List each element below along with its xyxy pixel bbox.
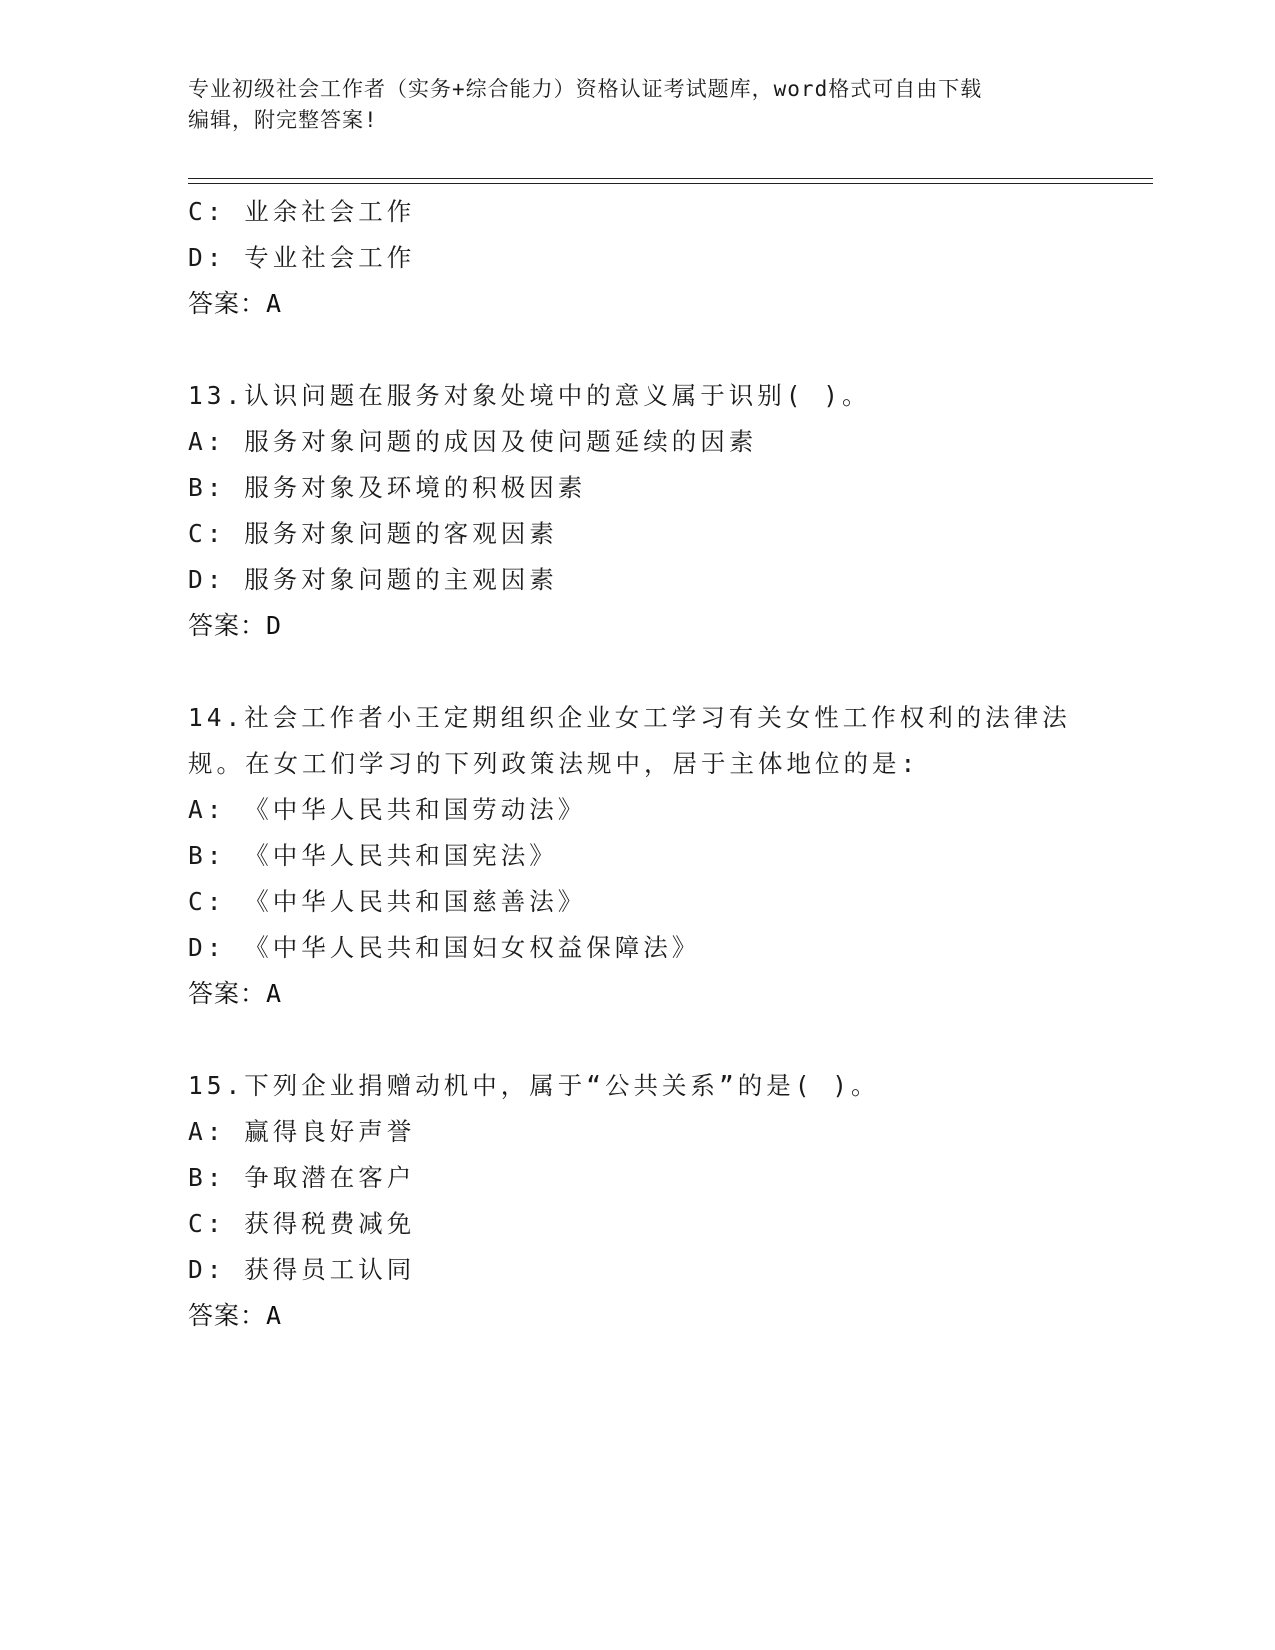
spacer <box>188 649 1088 695</box>
option-b: B: 争取潜在客户 <box>188 1163 416 1192</box>
answer-label: 答案： <box>188 289 267 318</box>
answer-value: D <box>266 611 283 640</box>
answer-line <box>188 281 1088 327</box>
answer-label: 答案： <box>188 979 267 1008</box>
option-a: A: 《中华人民共和国劳动法》 <box>188 795 587 824</box>
header-line-2: 编辑，附完整答案! <box>188 108 378 132</box>
answer-label: 答案： <box>188 611 267 640</box>
option-d: D: 专业社会工作 <box>188 243 416 272</box>
answer-line <box>188 1293 1088 1339</box>
answer-value: A <box>266 1301 283 1330</box>
answer-value: A <box>266 979 283 1008</box>
question-13 <box>188 373 1088 649</box>
question-list <box>188 189 1088 1339</box>
option-d: D: 服务对象问题的主观因素 <box>188 565 558 594</box>
question-stem-line-2: 规。在女工们学习的下列政策法规中，居于主体地位的是: <box>188 749 920 778</box>
option-d: D: 获得员工认同 <box>188 1255 416 1284</box>
option-c: C: 获得税费减免 <box>188 1209 416 1238</box>
answer-line <box>188 971 1088 1017</box>
option-b: B: 服务对象及环境的积极因素 <box>188 473 587 502</box>
option-c: C: 业余社会工作 <box>188 197 416 226</box>
question-stem: 15.下列企业捐赠动机中，属于“公共关系”的是( )。 <box>188 1071 880 1100</box>
answer-line <box>188 603 1088 649</box>
option-a: A: 服务对象问题的成因及使问题延续的因素 <box>188 427 758 456</box>
option-b: B: 《中华人民共和国宪法》 <box>188 841 558 870</box>
spacer <box>188 1017 1088 1063</box>
question-stem: 13.认识问题在服务对象处境中的意义属于识别( )。 <box>188 381 871 410</box>
header-rule-bottom <box>188 183 1153 184</box>
question-14 <box>188 695 1088 1017</box>
option-a: A: 赢得良好声誉 <box>188 1117 416 1146</box>
page-header <box>188 74 1088 136</box>
answer-label: 答案： <box>188 1301 267 1330</box>
header-line-1: 专业初级社会工作者（实务+综合能力）资格认证考试题库，word格式可自由下载 <box>188 77 983 101</box>
option-d: D: 《中华人民共和国妇女权益保障法》 <box>188 933 701 962</box>
spacer <box>188 327 1088 373</box>
question-stem-line-1: 14.社会工作者小王定期组织企业女工学习有关女性工作权利的法律法 <box>188 703 1071 732</box>
option-c: C: 服务对象问题的客观因素 <box>188 519 558 548</box>
option-c: C: 《中华人民共和国慈善法》 <box>188 887 587 916</box>
answer-value: A <box>266 289 283 318</box>
question-15 <box>188 1063 1088 1339</box>
header-rule-top <box>188 178 1153 179</box>
question-12-tail <box>188 189 1088 327</box>
